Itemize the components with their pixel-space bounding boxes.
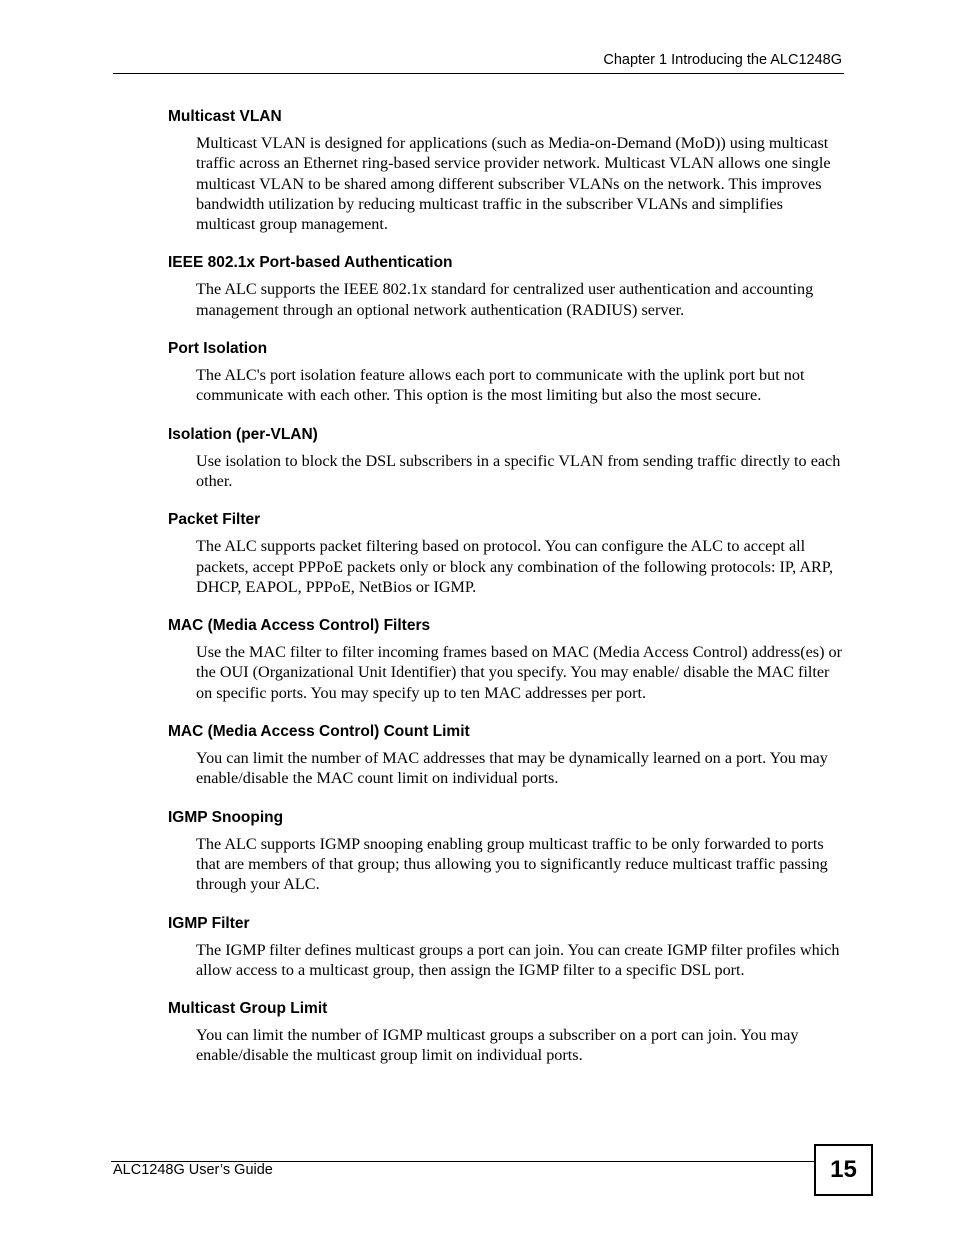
section-port-isolation <box>168 339 844 406</box>
section-heading: Isolation (per-VLAN) <box>168 425 318 443</box>
section-body: You can limit the number of MAC addresses that may be dynamically learned on a port. You may enable/disable the MAC count limit on individual ports. <box>196 749 828 788</box>
section-heading: MAC (Media Access Control) Count Limit <box>168 723 470 741</box>
section-body: The ALC supports the IEEE 802.1x standard for centralized user authentication and accounting management through an optional network authentication (RADIUS) server. <box>196 280 814 319</box>
section-heading: IGMP Snooping <box>168 808 284 826</box>
chapter-header: Chapter 1 Introducing the ALC1248G <box>603 52 842 68</box>
page-number: 15 <box>830 1156 857 1183</box>
section-heading: Multicast Group Limit <box>168 1000 328 1018</box>
section-heading: IEEE 802.1x Port-based Authentication <box>168 254 453 272</box>
section-body: Use the MAC filter to filter incoming frames based on MAC (Media Access Control) address(es) or the OUI (Organizational Unit Identifier) that you specify. You may enable/ disable the MAC filter on specific ports. You may specify up to ten MAC addresses per port. <box>196 643 842 702</box>
section-heading: Port Isolation <box>168 340 268 358</box>
section-isolation-per-vlan <box>168 425 844 492</box>
page-content <box>168 107 844 1085</box>
section-body: Use isolation to block the DSL subscribers in a specific VLAN from sending traffic directly to each other. <box>196 451 841 490</box>
section-body: The ALC's port isolation feature allows each port to communicate with the uplink port but not communicate with each other. This option is the most limiting but also the most secure. <box>196 366 805 405</box>
section-igmp-snooping <box>168 808 844 895</box>
section-ieee-8021x <box>168 253 844 320</box>
section-body: Multicast VLAN is designed for applications (such as Media-on-Demand (MoD)) using multicast traffic across an Ethernet ring-based service provider network. Multicast VLAN allows one single multicast VLAN to be shared among different subscriber VLANs on the network. This improves bandwidth utilization by reducing multicast traffic in the subscriber VLANs and simplifies multicast group management. <box>196 134 831 234</box>
section-body: The IGMP filter defines multicast groups a port can join. You can create IGMP filter profiles which allow access to a multicast group, then assign the IGMP filter to a specific DSL port. <box>196 940 840 979</box>
section-body: The ALC supports packet filtering based on protocol. You can configure the ALC to accept all packets, accept PPPoE packets only or block any combination of the following protocols: IP, ARP, DHCP, EAPOL, PPPoE, NetBios or IGMP. <box>196 537 834 596</box>
section-heading: Multicast VLAN <box>168 108 282 125</box>
section-body: The ALC supports IGMP snooping enabling group multicast traffic to be only forwarded to ports that are members of that group; thus allowing you to significantly reduce multicast traffic passing through your ALC. <box>196 834 828 894</box>
section-heading: Packet Filter <box>168 511 261 529</box>
section-packet-filter <box>168 510 844 597</box>
header-divider <box>113 73 844 74</box>
section-multicast-group-limit <box>168 999 844 1066</box>
section-body: You can limit the number of IGMP multicast groups a subscriber on a port can join. You may enable/disable the multicast group limit on individual ports. <box>196 1026 799 1065</box>
section-mac-count-limit <box>168 722 844 789</box>
section-mac-filters <box>168 616 844 703</box>
section-multicast-vlan <box>168 107 844 234</box>
page-number-box <box>814 1144 873 1196</box>
section-heading: MAC (Media Access Control) Filters <box>168 617 431 635</box>
guide-title: ALC1248G User’s Guide <box>113 1162 273 1178</box>
section-igmp-filter <box>168 914 844 981</box>
section-heading: IGMP Filter <box>168 914 250 932</box>
